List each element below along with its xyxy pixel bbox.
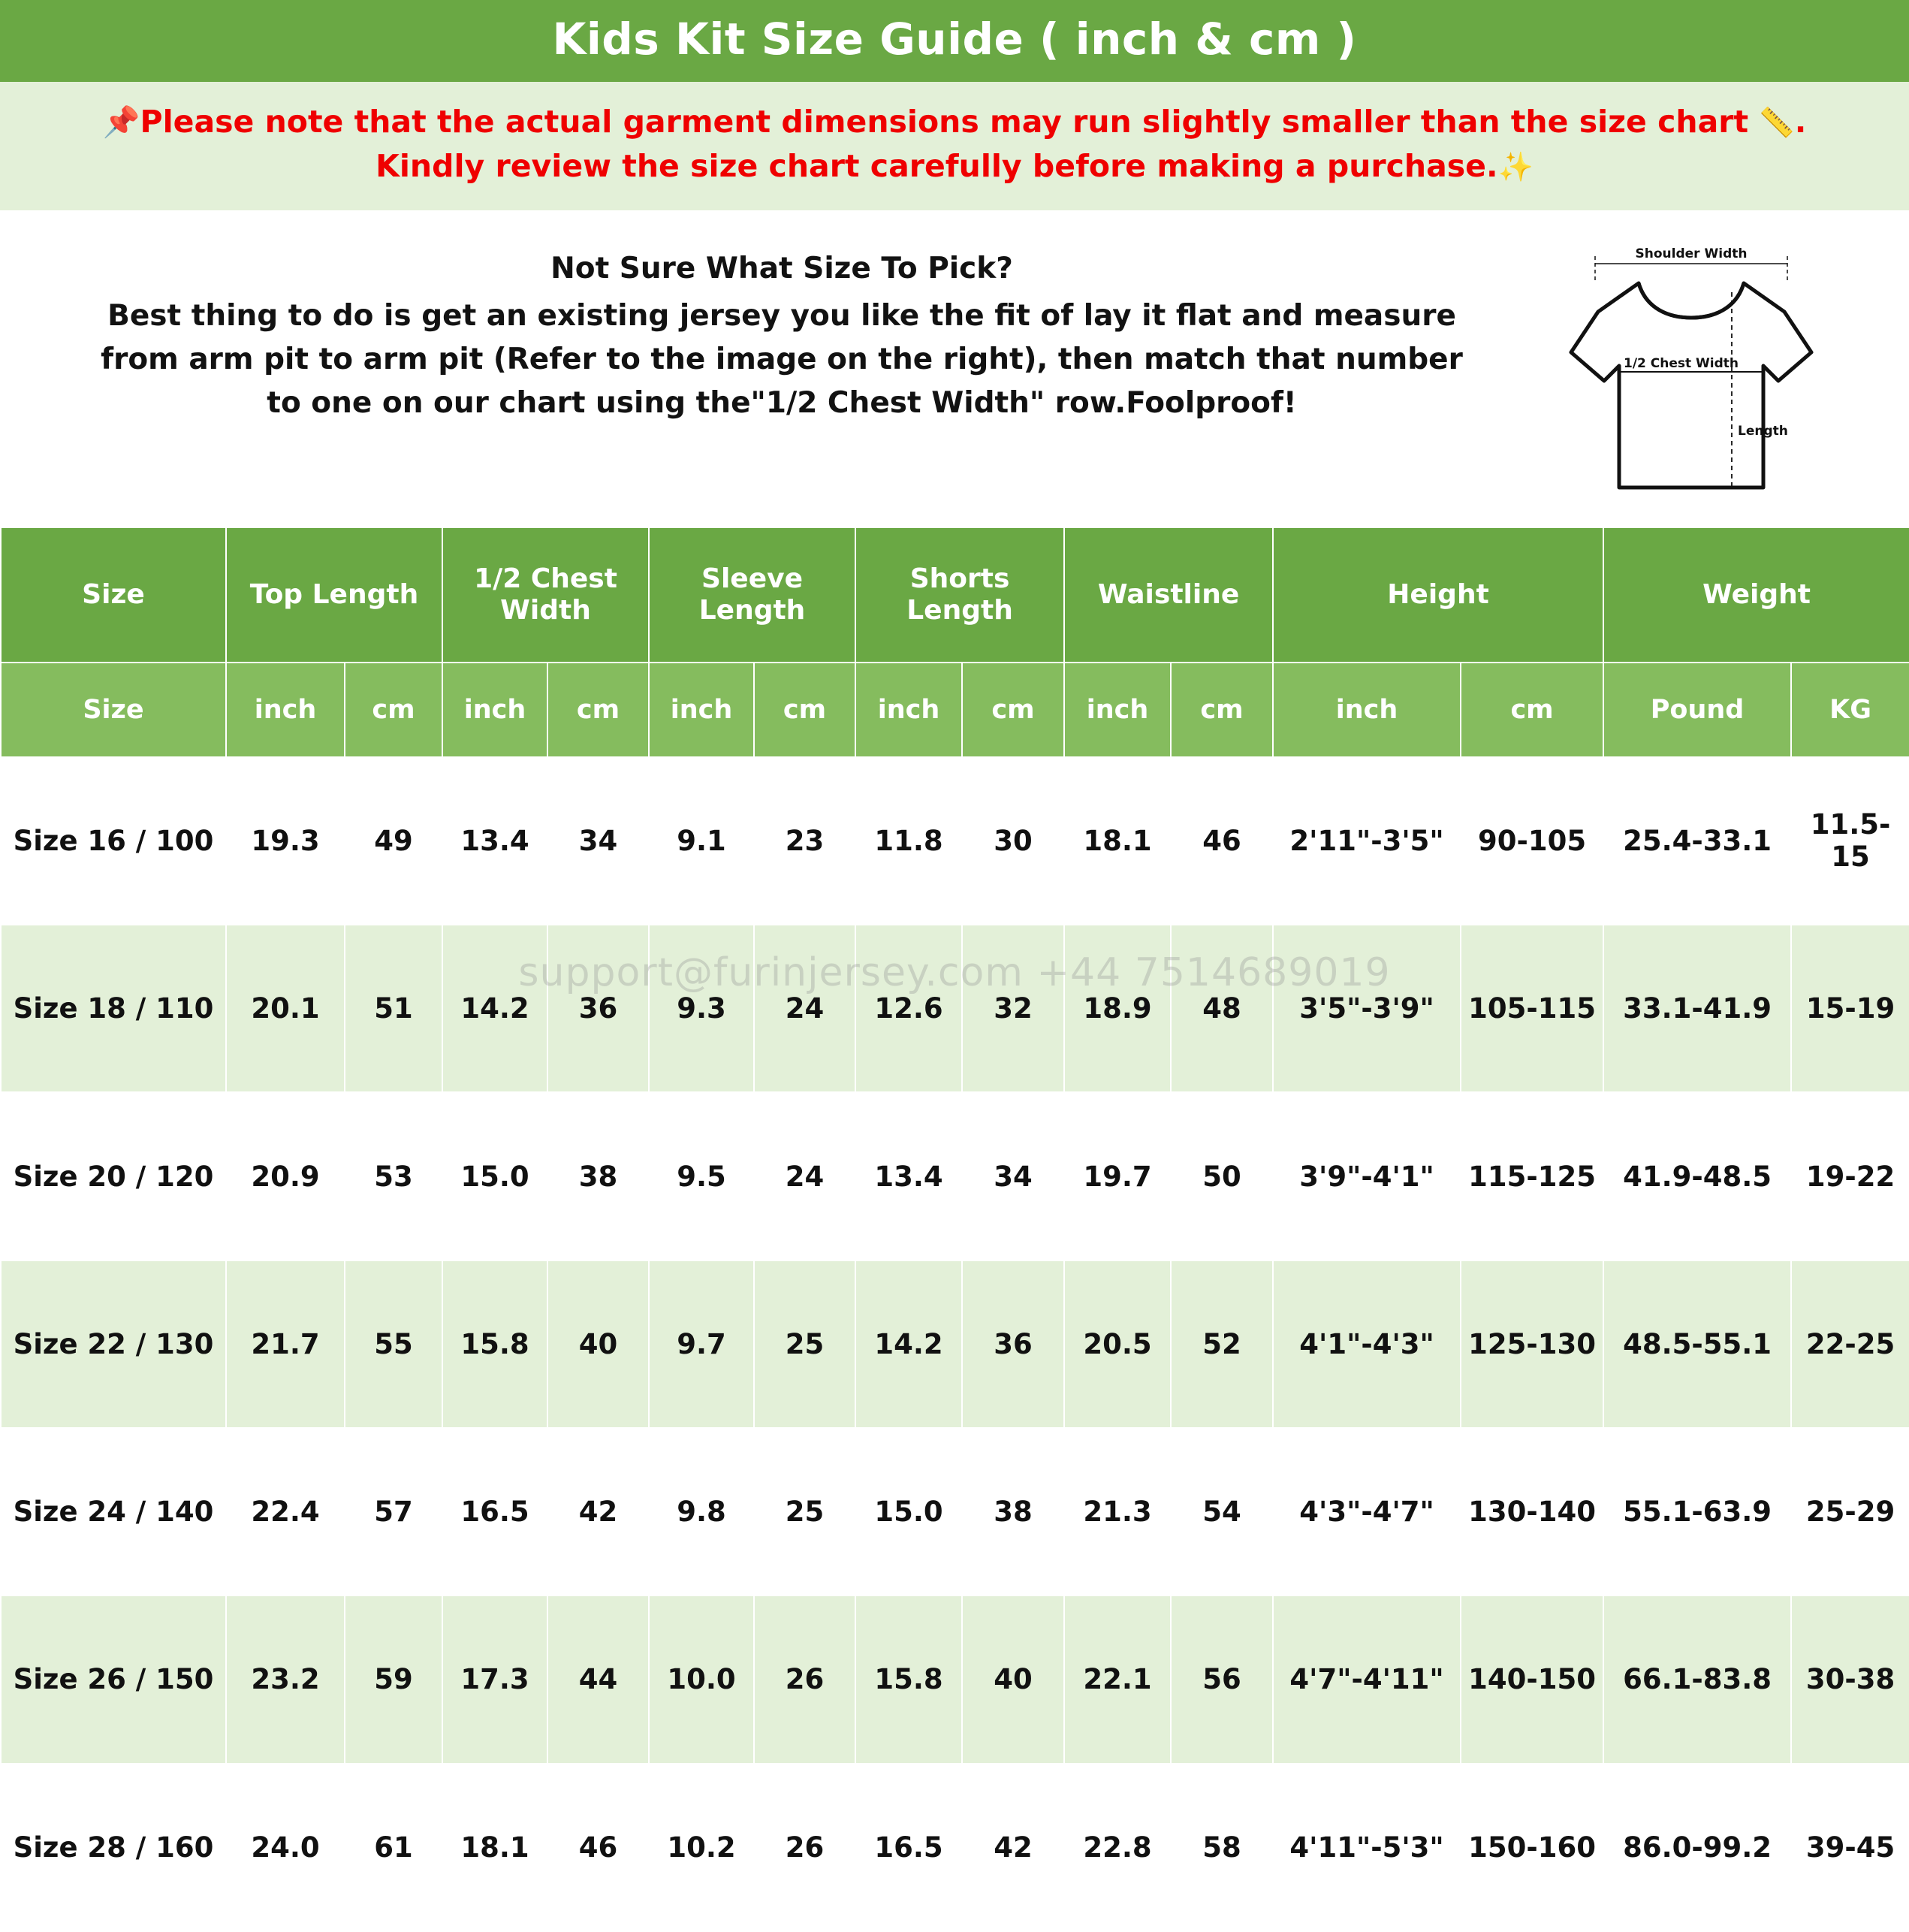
cell-sleeve-cm: 24 [754,925,855,1092]
cell-size: Size 28 / 160 [1,1764,226,1931]
cell-height-inch: 4'3"-4'7" [1273,1428,1461,1595]
important-note [0,82,1909,213]
cell-chest-cm: 44 [547,1595,649,1763]
cell-size: Size 18 / 110 [1,925,226,1092]
col-size: Size [1,527,226,663]
col-shorts-length: Shorts Length [855,527,1064,663]
cell-weight-pound: 25.4-33.1 [1603,757,1791,925]
pin-icon: 📌 [102,104,140,140]
cell-sleeve-inch: 10.2 [649,1764,754,1931]
cell-top-length-inch: 20.1 [226,925,345,1092]
cell-top-length-inch: 24.0 [226,1764,345,1931]
cell-shorts-inch: 12.6 [855,925,962,1092]
cell-chest-inch: 16.5 [442,1428,547,1595]
cell-top-length-cm: 55 [345,1260,442,1428]
cell-shorts-cm: 34 [962,1092,1064,1260]
col-half-chest-width: 1/2 Chest Width [442,527,649,663]
cell-chest-cm: 42 [547,1428,649,1595]
table-header-row-units [1,663,1909,757]
cell-top-length-cm: 49 [345,757,442,925]
cell-waistline-cm: 50 [1171,1092,1273,1260]
cell-weight-pound: 33.1-41.9 [1603,925,1791,1092]
cell-height-inch: 4'7"-4'11" [1273,1595,1461,1763]
cell-shorts-cm: 32 [962,925,1064,1092]
cell-sleeve-inch: 9.7 [649,1260,754,1428]
cell-height-inch: 2'11"-3'5" [1273,757,1461,925]
size-table [0,527,1909,1932]
cell-sleeve-inch: 9.3 [649,925,754,1092]
col-sleeve-length: Sleeve Length [649,527,855,663]
table-row [1,757,1909,925]
cell-size: Size 20 / 120 [1,1092,226,1260]
cell-waistline-inch: 20.5 [1064,1260,1171,1428]
cell-waistline-cm: 48 [1171,925,1273,1092]
cell-shorts-cm: 38 [962,1428,1064,1595]
cell-shorts-inch: 13.4 [855,1092,962,1260]
table-row [1,925,1909,1092]
table-row [1,1260,1909,1428]
cell-top-length-inch: 21.7 [226,1260,345,1428]
cell-weight-kg: 19-22 [1791,1092,1909,1260]
note-text-2: Kindly review the size chart carefully before making a purchase. [375,148,1498,185]
cell-top-length-inch: 19.3 [226,757,345,925]
cell-sleeve-inch: 9.1 [649,757,754,925]
advice-section [0,213,1909,527]
cell-height-cm: 115-125 [1461,1092,1603,1260]
note-text-1: Please note that the actual garment dimensions may run slightly smaller than the size chart [140,103,1749,140]
cell-size: Size 24 / 140 [1,1428,226,1595]
unit-top-length-inch: inch [226,663,345,757]
cell-chest-cm: 36 [547,925,649,1092]
cell-waistline-inch: 21.3 [1064,1428,1171,1595]
table-row [1,1092,1909,1260]
cell-waistline-inch: 18.9 [1064,925,1171,1092]
unit-weight-kg: KG [1791,663,1909,757]
cell-height-inch: 3'5"-3'9" [1273,925,1461,1092]
cell-weight-kg: 25-29 [1791,1428,1909,1595]
cell-chest-inch: 15.0 [442,1092,547,1260]
chest-width-label: 1/2 Chest Width [1624,355,1739,371]
cell-size: Size 22 / 130 [1,1260,226,1428]
cell-waistline-inch: 22.8 [1064,1764,1171,1931]
cell-chest-cm: 38 [547,1092,649,1260]
cell-weight-kg: 11.5-15 [1791,757,1909,925]
unit-weight-pound: Pound [1603,663,1791,757]
cell-weight-pound: 55.1-63.9 [1603,1428,1791,1595]
unit-shorts-cm: cm [962,663,1064,757]
note-line-1 [23,100,1886,144]
cell-waistline-inch: 18.1 [1064,757,1171,925]
cell-size: Size 26 / 150 [1,1595,226,1763]
cell-height-inch: 3'9"-4'1" [1273,1092,1461,1260]
unit-waistline-inch: inch [1064,663,1171,757]
tshirt-icon [1549,240,1834,510]
cell-height-cm: 130-140 [1461,1428,1603,1595]
cell-chest-inch: 17.3 [442,1595,547,1763]
cell-waistline-inch: 22.1 [1064,1595,1171,1763]
cell-height-cm: 90-105 [1461,757,1603,925]
cell-waistline-cm: 46 [1171,757,1273,925]
col-weight: Weight [1603,527,1909,663]
cell-sleeve-cm: 25 [754,1428,855,1595]
cell-shorts-cm: 30 [962,757,1064,925]
unit-shorts-inch: inch [855,663,962,757]
col-top-length: Top Length [226,527,442,663]
length-label: Length [1738,423,1788,439]
cell-weight-pound: 41.9-48.5 [1603,1092,1791,1260]
cell-sleeve-inch: 9.8 [649,1428,754,1595]
cell-height-cm: 140-150 [1461,1595,1603,1763]
cell-chest-inch: 18.1 [442,1764,547,1931]
sparkle-icon: ✨ [1497,150,1534,184]
cell-top-length-inch: 22.4 [226,1428,345,1595]
cell-waistline-cm: 54 [1171,1428,1273,1595]
note-line-2 [23,144,1886,189]
cell-sleeve-cm: 24 [754,1092,855,1260]
unit-chest-inch: inch [442,663,547,757]
cell-chest-inch: 15.8 [442,1260,547,1428]
unit-height-inch: inch [1273,663,1461,757]
cell-chest-inch: 14.2 [442,925,547,1092]
cell-weight-kg: 39-45 [1791,1764,1909,1931]
cell-top-length-cm: 51 [345,925,442,1092]
cell-shorts-cm: 42 [962,1764,1064,1931]
unit-size: Size [1,663,226,757]
cell-shorts-cm: 36 [962,1260,1064,1428]
shoulder-width-label: Shoulder Width [1635,246,1748,261]
cell-shorts-inch: 15.0 [855,1428,962,1595]
cell-shorts-cm: 40 [962,1595,1064,1763]
table-body [1,757,1909,1931]
cell-size: Size 16 / 100 [1,757,226,925]
cell-chest-cm: 40 [547,1260,649,1428]
advice-line-1: Best thing to do is get an existing jersey you like the fit of lay it flat and measure [107,299,1456,334]
cell-sleeve-inch: 10.0 [649,1595,754,1763]
cell-height-cm: 150-160 [1461,1764,1603,1931]
cell-chest-cm: 46 [547,1764,649,1931]
table-row [1,1428,1909,1595]
table-header-row-main [1,527,1909,663]
cell-top-length-cm: 57 [345,1428,442,1595]
cell-sleeve-inch: 9.5 [649,1092,754,1260]
cell-height-cm: 125-130 [1461,1260,1603,1428]
unit-waistline-cm: cm [1171,663,1273,757]
cell-sleeve-cm: 26 [754,1764,855,1931]
table-header [1,527,1909,757]
advice-line-3: to one on our chart using the"1/2 Chest Width" row.Foolproof! [267,385,1297,420]
cell-shorts-inch: 16.5 [855,1764,962,1931]
tshirt-measure-figure [1549,240,1834,510]
unit-top-length-cm: cm [345,663,442,757]
cell-top-length-cm: 61 [345,1764,442,1931]
cell-weight-kg: 30-38 [1791,1595,1909,1763]
cell-waistline-cm: 58 [1171,1764,1273,1931]
unit-sleeve-cm: cm [754,663,855,757]
cell-chest-cm: 34 [547,757,649,925]
cell-weight-pound: 48.5-55.1 [1603,1260,1791,1428]
table-row [1,1595,1909,1763]
cell-sleeve-cm: 26 [754,1595,855,1763]
table-row [1,1764,1909,1931]
cell-sleeve-cm: 25 [754,1260,855,1428]
ruler-icon: 📏 [1759,105,1795,139]
contact-watermark: support@furinjersey.com +44 7514689019 [518,950,1391,995]
advice-question: Not Sure What Size To Pick? [550,251,1013,285]
col-height: Height [1273,527,1603,663]
unit-chest-cm: cm [547,663,649,757]
cell-shorts-inch: 14.2 [855,1260,962,1428]
cell-waistline-inch: 19.7 [1064,1092,1171,1260]
cell-weight-pound: 86.0-99.2 [1603,1764,1791,1931]
cell-weight-kg: 22-25 [1791,1260,1909,1428]
cell-shorts-inch: 15.8 [855,1595,962,1763]
cell-height-cm: 105-115 [1461,925,1603,1092]
unit-sleeve-inch: inch [649,663,754,757]
cell-waistline-cm: 56 [1171,1595,1273,1763]
cell-top-length-inch: 23.2 [226,1595,345,1763]
cell-top-length-cm: 53 [345,1092,442,1260]
cell-sleeve-cm: 23 [754,757,855,925]
cell-chest-inch: 13.4 [442,757,547,925]
cell-weight-kg: 15-19 [1791,925,1909,1092]
advice-line-2: from arm pit to arm pit (Refer to the image on the right), then match that number [101,343,1463,377]
advice-text [15,232,1549,425]
page-title: Kids Kit Size Guide ( inch & cm ) [0,0,1909,82]
col-waistline: Waistline [1064,527,1273,663]
cell-top-length-cm: 59 [345,1595,442,1763]
unit-height-cm: cm [1461,663,1603,757]
cell-shorts-inch: 11.8 [855,757,962,925]
cell-height-inch: 4'1"-4'3" [1273,1260,1461,1428]
cell-height-inch: 4'11"-5'3" [1273,1764,1461,1931]
cell-weight-pound: 66.1-83.8 [1603,1595,1791,1763]
cell-waistline-cm: 52 [1171,1260,1273,1428]
cell-top-length-inch: 20.9 [226,1092,345,1260]
note-text-1-end: . [1794,103,1807,140]
